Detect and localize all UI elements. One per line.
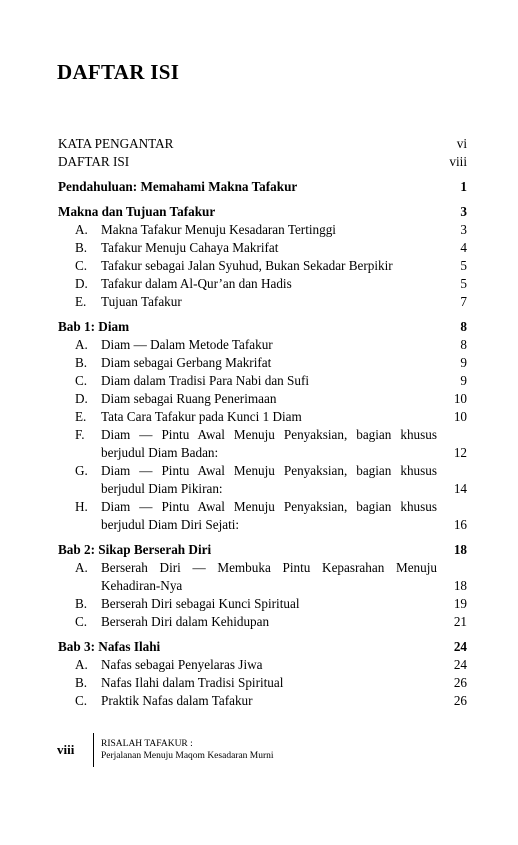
section-heading-page: 18	[453, 542, 467, 557]
item-letter: C.	[75, 258, 88, 273]
item-letter: D.	[75, 391, 88, 406]
item-text: Tafakur Menuju Cahaya Makrifat	[101, 240, 279, 255]
toc-entry-label: Pendahuluan: Memahami Makna Tafakur	[58, 179, 298, 194]
toc-item[interactable]	[58, 239, 467, 257]
toc-item[interactable]	[58, 613, 467, 631]
item-page: 19	[453, 596, 467, 611]
toc-item[interactable]	[58, 390, 467, 408]
item-page: 18	[453, 578, 467, 593]
item-page: 24	[453, 657, 467, 672]
item-text: Berserah Diri dalam Kehidupan	[101, 614, 270, 629]
item-letter: H.	[75, 499, 88, 514]
item-text: Diam — Dalam Metode Tafakur	[101, 337, 273, 352]
item-text-continued: berjudul Diam Pikiran:	[101, 481, 223, 496]
toc-item[interactable]	[58, 656, 467, 674]
item-text-continued: berjudul Diam Badan:	[101, 445, 219, 460]
item-text: Berserah Diri sebagai Kunci Spiritual	[101, 596, 300, 611]
toc-entry-page: viii	[449, 154, 467, 169]
toc-entry-page: 1	[460, 179, 467, 194]
toc-entry-daftar-isi[interactable]	[58, 153, 467, 171]
item-letter: D.	[75, 276, 88, 291]
item-text: Diam — Pintu Awal Menuju Penyaksian, bagian khusus	[101, 427, 437, 442]
item-letter: B.	[75, 240, 88, 255]
item-page: 7	[460, 294, 467, 309]
item-text: Diam dalam Tradisi Para Nabi dan Sufi	[101, 373, 310, 388]
item-page: 10	[453, 391, 467, 406]
toc-entry-page: vi	[456, 136, 467, 151]
item-letter: F.	[75, 427, 85, 442]
toc-item[interactable]	[58, 408, 467, 426]
item-page: 26	[453, 693, 467, 708]
item-letter: C.	[75, 614, 88, 629]
item-letter: A.	[75, 337, 88, 352]
item-page: 21	[453, 614, 467, 629]
item-text: Diam sebagai Ruang Penerimaan	[101, 391, 277, 406]
item-letter: E.	[75, 409, 87, 424]
item-letter: C.	[75, 693, 88, 708]
item-text: Makna Tafakur Menuju Kesadaran Tertinggi	[101, 222, 336, 237]
item-page: 10	[453, 409, 467, 424]
item-page: 5	[460, 276, 467, 291]
toc-entry-pendahuluan[interactable]	[58, 178, 467, 196]
item-text-continued: Kehadiran-Nya	[101, 578, 183, 593]
page-footer	[57, 733, 274, 767]
toc-item[interactable]	[58, 257, 467, 275]
item-page: 3	[460, 222, 467, 237]
table-of-contents	[58, 135, 467, 710]
footer-divider	[93, 733, 94, 767]
item-text: Praktik Nafas dalam Tafakur	[101, 693, 253, 708]
footer-page-number: viii	[57, 742, 75, 757]
item-text: Nafas Ilahi dalam Tradisi Spiritual	[101, 675, 284, 690]
item-page: 16	[453, 517, 467, 532]
item-page: 4	[460, 240, 467, 255]
toc-item[interactable]	[58, 692, 467, 710]
page-title: DAFTAR ISI	[57, 60, 180, 84]
footer-book-title: RISALAH TAFAKUR :	[101, 739, 193, 749]
item-text: Diam — Pintu Awal Menuju Penyaksian, bagian khusus	[101, 463, 437, 478]
section-heading-label: Bab 3: Nafas Ilahi	[58, 639, 161, 654]
section-heading-label: Bab 2: Sikap Berserah Diri	[58, 542, 212, 557]
item-letter: B.	[75, 355, 88, 370]
item-page: 9	[460, 373, 467, 388]
item-text-continued: berjudul Diam Diri Sejati:	[101, 517, 240, 532]
toc-item[interactable]	[58, 275, 467, 293]
item-text: Diam sebagai Gerbang Makrifat	[101, 355, 272, 370]
item-letter: C.	[75, 373, 88, 388]
item-letter: B.	[75, 675, 88, 690]
toc-entry-kata-pengantar[interactable]	[58, 135, 467, 153]
item-page: 26	[453, 675, 467, 690]
toc-section-heading[interactable]	[58, 541, 467, 559]
toc-item[interactable]	[58, 595, 467, 613]
item-letter: A.	[75, 657, 88, 672]
toc-entry-label: KATA PENGANTAR	[58, 136, 174, 151]
item-page: 14	[453, 481, 467, 496]
item-text: Tujuan Tafakur	[101, 294, 182, 309]
item-text: Tata Cara Tafakur pada Kunci 1 Diam	[101, 409, 302, 424]
item-page: 8	[460, 337, 467, 352]
item-text: Berserah Diri — Membuka Pintu Kepasrahan Menuju	[101, 560, 437, 575]
toc-item[interactable]	[58, 498, 467, 534]
toc-item[interactable]	[58, 293, 467, 311]
toc-item[interactable]	[58, 372, 467, 390]
item-page: 5	[460, 258, 467, 273]
item-text: Diam — Pintu Awal Menuju Penyaksian, bagian khusus	[101, 499, 437, 514]
item-text: Tafakur dalam Al-Qur’an dan Hadis	[101, 276, 292, 291]
toc-section-heading[interactable]	[58, 638, 467, 656]
toc-item[interactable]	[58, 221, 467, 239]
section-heading-label: Bab 1: Diam	[58, 319, 130, 334]
toc-entry-label: DAFTAR ISI	[58, 154, 130, 169]
section-heading-label: Makna dan Tujuan Tafakur	[58, 204, 216, 219]
toc-item[interactable]	[58, 354, 467, 372]
item-text: Tafakur sebagai Jalan Syuhud, Bukan Sekadar Berpikir	[101, 258, 393, 273]
item-letter: A.	[75, 222, 88, 237]
section-heading-page: 24	[453, 639, 467, 654]
toc-item[interactable]	[58, 426, 467, 462]
item-letter: G.	[75, 463, 88, 478]
toc-item[interactable]	[58, 336, 467, 354]
section-heading-page: 3	[460, 204, 467, 219]
footer-running-title	[101, 738, 274, 762]
toc-item[interactable]	[58, 559, 467, 595]
item-text: Nafas sebagai Penyelaras Jiwa	[101, 657, 263, 672]
toc-section-heading[interactable]	[58, 203, 467, 221]
section-heading-page: 8	[460, 319, 467, 334]
item-letter: A.	[75, 560, 88, 575]
toc-item[interactable]	[58, 674, 467, 692]
toc-item[interactable]	[58, 462, 467, 498]
item-letter: E.	[75, 294, 87, 309]
item-letter: B.	[75, 596, 88, 611]
toc-section-heading[interactable]	[58, 318, 467, 336]
footer-subtitle: Perjalanan Menuju Maqom Kesadaran Murni	[101, 751, 274, 761]
item-page: 12	[453, 445, 467, 460]
item-page: 9	[460, 355, 467, 370]
